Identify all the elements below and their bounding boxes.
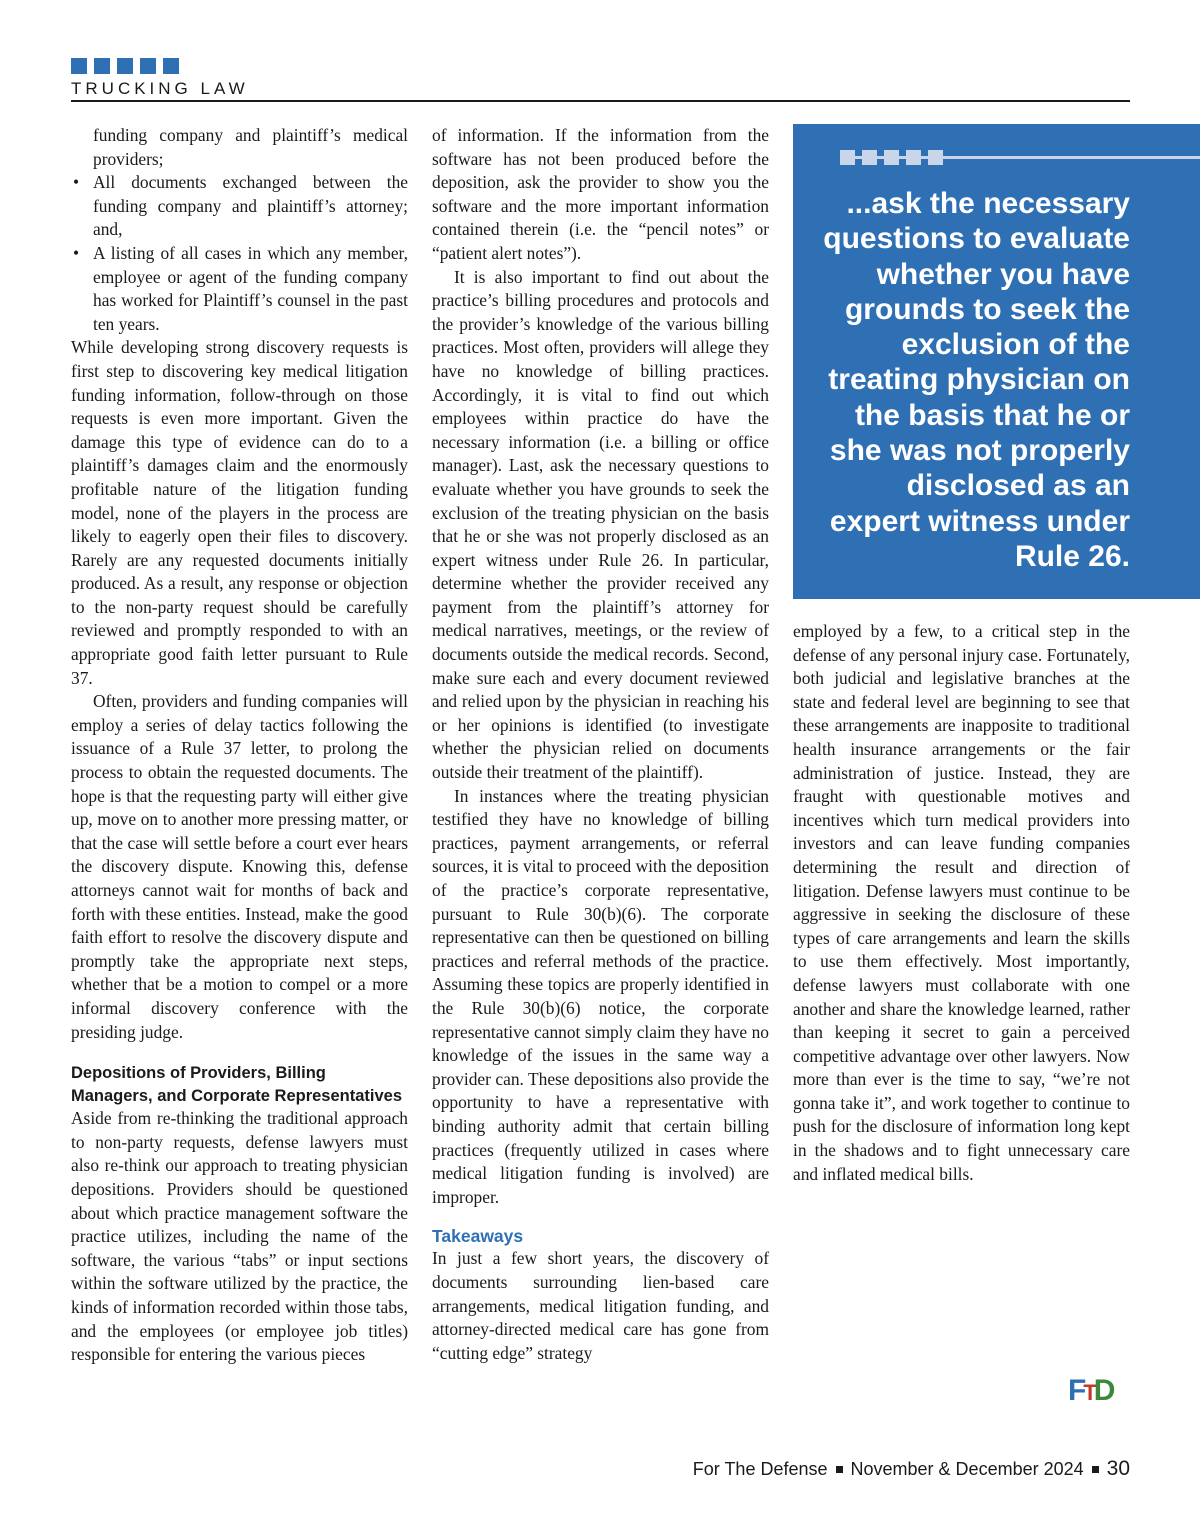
header-square (163, 58, 179, 74)
pull-quote-square (862, 150, 877, 165)
header-rule (71, 100, 1130, 102)
paragraph: It is also important to find out about the practice’s billing procedures and protocols and the provider’s knowledge of the various billing practices. Most often, providers will allege they have no knowledge of billing practices. Accordingly, it is vital to find out which employees within practice do have the necessary information (i.e. a billing or office manager). Last, ask the necessary questions to evaluate whether you have grounds to seek the exclusion of the treating physician on the basis that he or she was not properly disclosed as an expert witness under Rule 26. In particular, determine whether the provider received any payment from the plaintiff’s attorney for medical narratives, meetings, or the review of documents outside the medical records. Second, make sure each and every document reviewed and relied upon by the physician in reaching his or her opinions is identified (to investigate whether the physician relied on documents outside their treatment of the plaintiff). (432, 266, 769, 783)
issue-date: November & December 2024 (850, 1458, 1084, 1479)
paragraph: Aside from re-thinking the traditional approach to non-party requests, defense lawyers must also re-think our approach to treating physician depositions. Providers should be questioned about which practice management software the practice utilizes, including the name of the software, the various “tabs” or input sections within the software utilized by the practice, the kinds of information recorded within those tabs, and the employees (or employee job titles) responsible for entering the various pieces (71, 1108, 408, 1365)
list-item-continued: funding company and plaintiff’s medical providers; (93, 125, 408, 169)
pull-quote-squares-decoration (840, 150, 943, 165)
paragraph: While developing strong discovery requests is first step to discovering key medical litigation funding information, follow-through on those requests is even more important. Given the damage this type of evidence can do to a plaintiff’s damages claim and the enormously profitable nature of the litigation funding model, none of the players in the process are likely to eagerly open their files to discovery. Rarely are any requested documents initially produced. As a result, any response or objection to the non-party request should be carefully reviewed and promptly responded to with an appropriate good faith letter pursuant to Rule 37. (71, 337, 408, 688)
pull-quote-box (793, 124, 1200, 599)
paragraph: of information. If the information from the software has not been produced before the deposition, ask the provider to show you the software and the more important information contained therein (i.e. the “pencil notes” or “patient alert notes”). (432, 125, 769, 263)
footer-separator (836, 1466, 843, 1473)
ftd-logo: FTD (1068, 1374, 1113, 1407)
pull-quote-square (884, 150, 899, 165)
page-number: 30 (1106, 1457, 1130, 1480)
column-3 (793, 620, 1130, 1186)
pull-quote-text: ...ask the necessary questions to evaluate whether you have grounds to seek the exclusion of the treating physician on the basis that he or she was not properly disclosed as an expert witness under Rule 26. (823, 187, 1130, 573)
paragraph: employed by a few, to a critical step in the defense of any personal injury case. Fortunately, both judicial and legislative branches at the state and federal level are beginning to see that these arrangements are inapposite to traditional health insurance arrangements or the fair administration of justice. Instead, they are fraught with questionable motives and incentives which turn medical providers into investors and can leave funding companies determining the result and direction of litigation. Defense lawyers must continue to be aggressive in seeking the disclosure of these types of care arrangements and learn the skills to use them effectively. Most importantly, defense lawyers must collaborate with one another and share the knowledge learned, rather than keeping it secret to gain a perceived competitive advantage over other lawyers. Now more than ever is the time to say, “we’re not gonna take it”, and work together to continue to push for the disclosure of information long kept in the shadows and to fight unnecessary care and inflated medical bills. (793, 621, 1130, 1184)
section-heading-takeaways: Takeaways (432, 1226, 524, 1247)
paragraph: In just a few short years, the discovery of documents surrounding lien-based care arrangements, medical litigation funding, and attorney-directed medical care has gone from “cutting edge” strategy (432, 1248, 769, 1363)
column-2 (432, 124, 769, 1365)
column-1 (71, 124, 408, 1367)
bullet-list (71, 124, 408, 336)
paragraph: Often, providers and funding companies will employ a series of delay tactics following the issuance of a Rule 37 letter, to prolong the process to obtain the requested documents. The hope is that the requesting party will either give up, move on to another more pressing matter, or that the case will settle before a court ever hears the discovery dispute. Knowing this, defense attorneys cannot wait for months of back and forth with these entities. Instead, make the good faith effort to resolve the discovery dispute and promptly take the appropriate next steps, whether that be a motion to compel or a more informal discovery conference with the presiding judge. (71, 691, 408, 1042)
section-label: TRUCKING LAW (71, 79, 249, 98)
pull-quote-square (928, 150, 943, 165)
publication-name: For The Defense (692, 1458, 828, 1479)
pull-quote-square (906, 150, 921, 165)
section-heading: Depositions of Providers, Billing Managers, and Corporate Representatives (71, 1064, 403, 1105)
header-square (117, 58, 133, 74)
pull-quote-square (840, 150, 855, 165)
page-footer (693, 1457, 1130, 1481)
header-square (94, 58, 110, 74)
footer-separator (1092, 1466, 1099, 1473)
list-item: • All documents exchanged between the funding company and plaintiff’s attorney; and, (71, 171, 408, 242)
paragraph: In instances where the treating physician testified they have no knowledge of billing practices, payment arrangements, or referral sources, it is vital to proceed with the deposition of the practice’s corporate representative, pursuant to Rule 30(b)(6). The corporate representative can then be questioned on billing practices and referral methods of the practice. Assuming these topics are properly identified in the Rule 30(b)(6) notice, the corporate representative cannot simply claim they have no knowledge of the issues in the same way a provider can. These depositions also provide the opportunity to have a representative with binding authority admit that certain billing practices (frequently utilized in cases where medical litigation funding is involved) are improper. (432, 785, 769, 1207)
list-item: • A listing of all cases in which any member, employee or agent of the funding company has worked for Plaintiff’s counsel in the past ten years. (71, 242, 408, 336)
header-squares-decoration (71, 58, 179, 74)
header-square (140, 58, 156, 74)
header-square (71, 58, 87, 74)
